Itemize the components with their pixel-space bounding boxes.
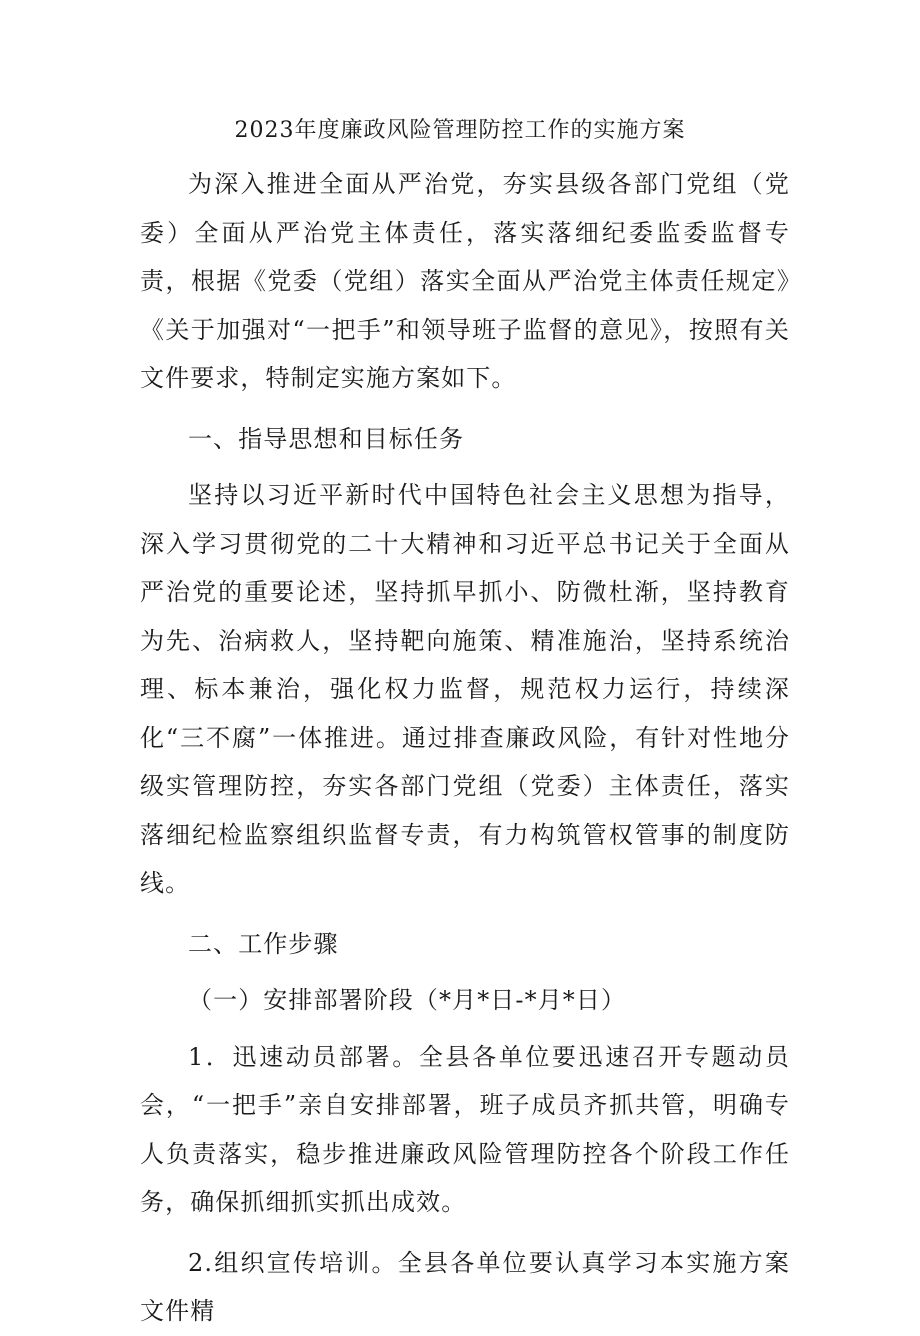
section-heading-guiding-ideology: 一、指导思想和目标任务 <box>188 424 465 453</box>
document-body <box>140 160 790 1336</box>
intro-paragraph: 为深入推进全面从严治党，夯实县级各部门党组（党委）全面从严治党主体责任，落实落细纪委监委监督专责，根据《党委（党组）落实全面从严治党主体责任规定》《关于加强对“一把手”和领导班子监督的意见》，按照有关文件要求，特制定实施方案如下。 <box>140 170 790 392</box>
item-mobilization-paragraph: 1．迅速动员部署。全县各单位要迅速召开专题动员会，“一把手”亲自安排部署，班子成员齐抓共管，明确专人负责落实，稳步推进廉政风险管理防控各个阶段工作任务，确保抓细抓实抓出成效。 <box>140 1042 790 1216</box>
document-title: 2023年度廉政风险管理防控工作的实施方案 <box>234 118 686 143</box>
section-heading-work-steps: 二、工作步骤 <box>188 929 339 958</box>
subsection-heading-deployment-stage: （一）安排部署阶段（*月*日-*月*日） <box>188 986 627 1014</box>
guiding-ideology-paragraph: 坚持以习近平新时代中国特色社会主义思想为指导，深入学习贯彻党的二十大精神和习近平总书记关于全面从严治党的重要论述，坚持抓早抓小、防微杜渐，坚持教育为先、治病救人，坚持靶向施策、精准施治，坚持系统治理、标本兼治，强化权力监督，规范权力运行，持续深化“三不腐”一体推进。通过排查廉政风险，有针对性地分级实管理防控，夯实各部门党组（党委）主体责任，落实落细纪检监察组织监督专责，有力构筑管权管事的制度防线。 <box>140 481 790 897</box>
item-training-paragraph: 2.组织宣传培训。全县各单位要认真学习本实施方案文件精 <box>140 1248 790 1325</box>
